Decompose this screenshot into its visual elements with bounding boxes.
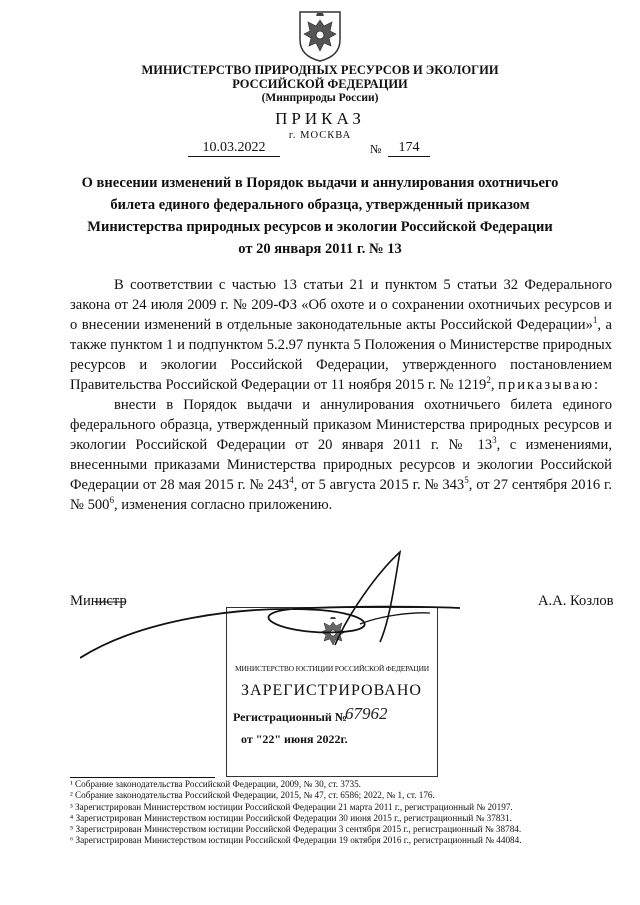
signatory-position: Министр xyxy=(70,593,127,609)
footnote: ⁶ Зарегистрирован Министерством юстиции Российской Федерации 19 октября 2016 г., регистрационный № 44084. xyxy=(70,835,522,846)
title-line: от 20 января 2011 г. № 13 xyxy=(238,241,402,257)
document-number: 174 xyxy=(388,140,430,157)
text-run: , xyxy=(490,377,499,393)
footnotes xyxy=(70,779,630,847)
footnote: ³ Зарегистрирован Министерством юстиции Российской Федерации 21 марта 2011 г., регистрационный № 20197. xyxy=(70,801,513,812)
stamp-status: ЗАРЕГИСТРИРОВАНО xyxy=(241,682,422,699)
title-line: билета единого федерального образца, утвержденный приказом xyxy=(110,197,530,213)
text-run: , от 5 августа 2015 г. № 343 xyxy=(293,477,465,493)
number-label: № xyxy=(370,142,382,156)
paragraph-order xyxy=(70,395,612,515)
footnote: ² Собрание законодательства Российской Федерации, 2015, № 47, ст. 6586; 2022, № 1, ст. 176. xyxy=(70,790,435,801)
stamp-date: от "22" июня 2022г. xyxy=(241,732,348,746)
footnote: ⁵ Зарегистрирован Министерством юстиции Российской Федерации 3 сентября 2015 г., регистрационный № 38784. xyxy=(70,824,522,835)
document-city: г. МОСКВА xyxy=(288,130,352,141)
footnote-divider xyxy=(70,777,215,778)
order-word: приказываю: xyxy=(498,377,601,393)
footnote-ref: 3 xyxy=(492,435,497,446)
handwritten-signature xyxy=(80,550,460,660)
text-run: , с изменениями, внесенными приказами Министерства природных ресурсов и экологии Российской Федерации от 28 мая 2015 г. № 243 xyxy=(70,437,612,493)
signatory-name: А.А. Козлов xyxy=(538,593,614,609)
ministry-short-name: (Минприроды России) xyxy=(261,92,379,104)
stamp-reg-number: 67962 xyxy=(345,704,388,723)
document-title xyxy=(70,172,570,260)
text-run: , от 27 сентября 2016 г. № 500 xyxy=(70,477,613,513)
text-run: , изменения согласно приложению. xyxy=(113,497,333,513)
text-run: В соответствии с частью 13 статьи 21 и пунктом 5 статьи 32 Федерального закона от 24 июля 2009 г. № 209-ФЗ «Об охоте и о сохранении охотничьих ресурсов и о внесении изменений в отдельные законодательные акты Российской Федерации» xyxy=(70,277,612,333)
ministry-name-line2: РОССИЙСКОЙ ФЕДЕРАЦИИ xyxy=(232,77,408,91)
title-line: Министерства природных ресурсов и экологии Российской Федерации xyxy=(87,219,553,235)
stamp-reg-label: Регистрационный № xyxy=(233,710,347,724)
footnote-ref: 6 xyxy=(109,495,114,506)
paragraph-basis xyxy=(70,275,612,395)
footnote-ref: 1 xyxy=(592,315,598,326)
title-line: О внесении изменений в Порядок выдачи и аннулирования охотничьего xyxy=(81,175,559,191)
text-run: , а также пунктом 1 и подпунктом 5.2.97 пункта 5 Положения о Министерстве природных ресурсов и экологии Российской Федерации, утвержденного постановлением Правительства Российской Федерации от 11 ноября 2015 г. № 1219 xyxy=(70,317,613,393)
footnote-ref: 2 xyxy=(486,375,491,386)
footnote-ref: 5 xyxy=(464,475,469,486)
footnote: ¹ Собрание законодательства Российской Федерации, 2009, № 30, ст. 3735. xyxy=(70,779,361,789)
document-body xyxy=(70,275,612,515)
text-run: внести в Порядок выдачи и аннулирования охотничьего билета единого федерального образца, утвержденный приказом Министерства природных ресурсов и экологии Российской Федерации от 20 января 2011 г. № 13 xyxy=(70,397,612,453)
document-date: 10.03.2022 xyxy=(188,140,280,157)
footnote: ⁴ Зарегистрирован Министерством юстиции Российской Федерации 30 июня 2015 г., регистрационный № 37831. xyxy=(70,812,512,823)
document-type: ПРИКАЗ xyxy=(275,109,365,128)
ministry-name-line1: МИНИСТЕРСТВО ПРИРОДНЫХ РЕСУРСОВ И ЭКОЛОГИИ xyxy=(141,63,499,77)
state-emblem-icon xyxy=(297,10,343,62)
stamp-organization: МИНИСТЕРСТВО ЮСТИЦИИ РОССИЙСКОЙ ФЕДЕРАЦИИ xyxy=(234,664,430,673)
footnote-ref: 4 xyxy=(289,475,294,486)
